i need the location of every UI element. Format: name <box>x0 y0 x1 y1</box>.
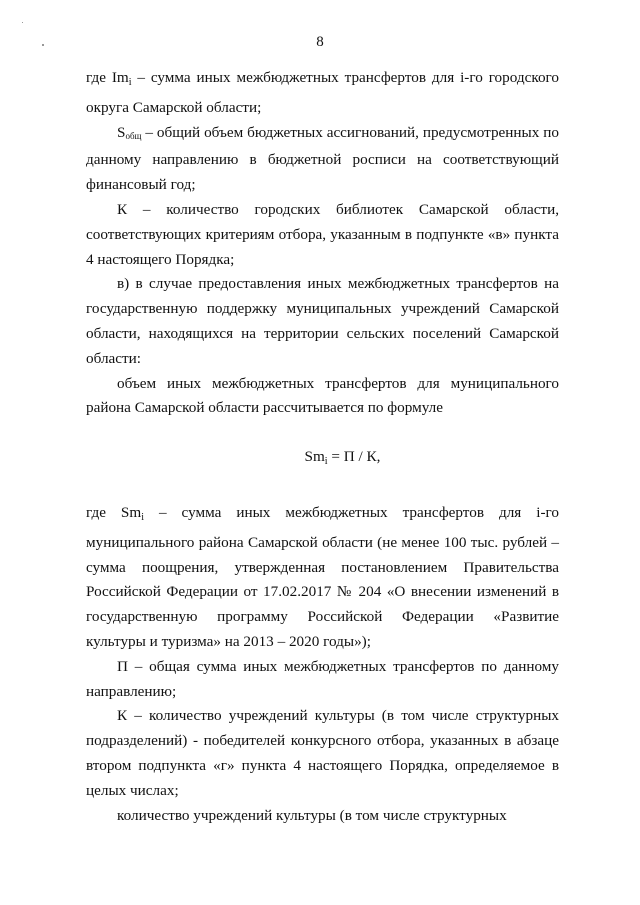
paragraph-formula-intro: объем иных межбюджетных трансфертов для муниципального района Самарской области рассчитывается по формуле <box>86 374 559 417</box>
scan-speck <box>22 22 23 23</box>
page-number: 8 <box>316 34 324 50</box>
paragraph-sm-definition: где Smi – сумма иных межбюджетных трансфертов для i-го муниципального района Самарской области (не менее 100 тыс. рублей – сумма поощрения, утвержденная постановлением Правительства Российской Федерации от 17.02.2017 № 204 «О внесении изменений в государственную программу Российской Федерации «Развитие культуры и туризма» на 2013 – 2020 годы»); <box>86 503 559 650</box>
formula: Smi = П / К, <box>304 448 381 468</box>
paragraph-p-definition: П – общая сумма иных межбюджетных трансфертов по данному направлению; <box>86 657 559 700</box>
paragraph-im-definition: где Imi – сумма иных межбюджетных трансфертов для i-го городского округа Самарской области; <box>86 69 559 116</box>
paragraph-subpoint-v: в) в случае предоставления иных межбюджетных трансфертов на государственную поддержку муниципальных учреждений Самарской области, находящихся на территории сельских поселений Самарской области: <box>86 275 559 367</box>
paragraph-k-institutions: К – количество учреждений культуры (в том числе структурных подразделений) - победителей конкурсного отбора, указанных в абзаце втором подпункта «г» пункта 4 настоящего Порядка, определяемое в целых числах; <box>86 707 559 799</box>
document-body <box>86 66 559 828</box>
paragraph-k-libraries: К – количество городских библиотек Самарской области, соответствующих критериям отбора, указанным в подпункте «в» пункта 4 настоящего Порядка; <box>86 200 559 268</box>
paragraph-sobsh-definition: Sобщ – общий объем бюджетных ассигнований, предусмотренных по данному направлению в бюджетной росписи на соответствующий финансовый год; <box>86 123 559 194</box>
paragraph-institutions-count: количество учреждений культуры (в том числе структурных <box>117 806 507 824</box>
